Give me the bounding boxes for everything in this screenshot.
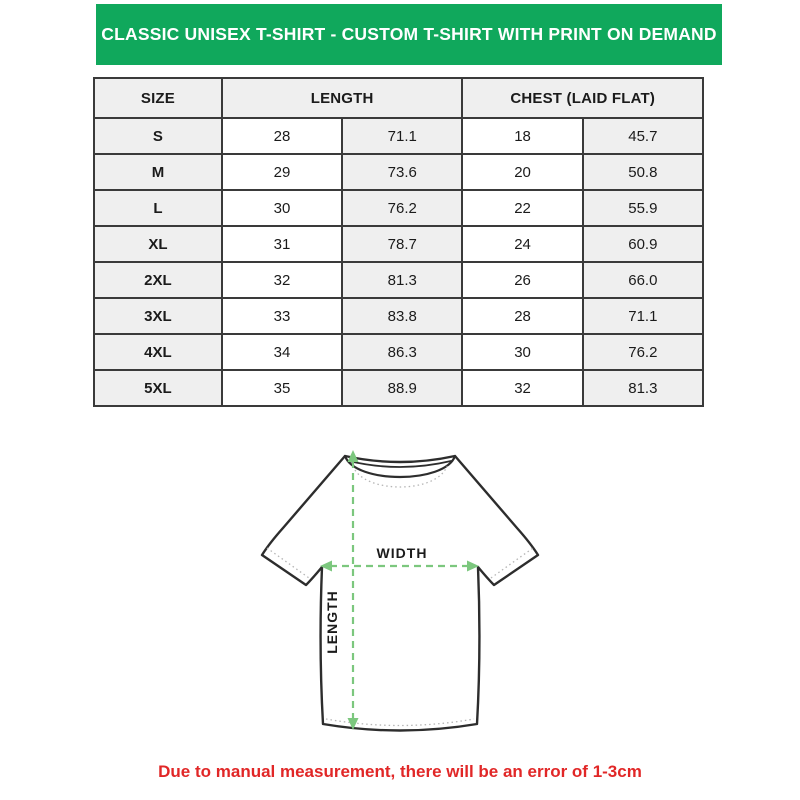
size-cell: XL [94, 226, 222, 262]
size-row [94, 226, 703, 262]
tshirt-outline-icon [262, 456, 538, 731]
length-inch-cell: 31 [222, 226, 342, 262]
length-cm-cell: 78.7 [342, 226, 462, 262]
chest-inch-cell: 22 [462, 190, 582, 226]
chest-cm-cell: 55.9 [583, 190, 703, 226]
chest-inch-cell: 20 [462, 154, 582, 190]
length-inch-cell: 29 [222, 154, 342, 190]
size-cell: 4XL [94, 334, 222, 370]
size-row [94, 190, 703, 226]
chest-inch-cell: 26 [462, 262, 582, 298]
length-cm-cell: 71.1 [342, 118, 462, 154]
chest-inch-cell: 28 [462, 298, 582, 334]
column-header-size: SIZE [94, 78, 222, 118]
length-cm-cell: 83.8 [342, 298, 462, 334]
chest-cm-cell: 81.3 [583, 370, 703, 406]
length-inch-cell: 30 [222, 190, 342, 226]
table-body [94, 118, 703, 406]
tshirt-measurement-diagram [250, 436, 550, 748]
size-cell: 3XL [94, 298, 222, 334]
width-label: WIDTH [376, 545, 428, 561]
length-cm-cell: 76.2 [342, 190, 462, 226]
length-inch-cell: 28 [222, 118, 342, 154]
size-row [94, 118, 703, 154]
size-cell: 5XL [94, 370, 222, 406]
length-cm-cell: 73.6 [342, 154, 462, 190]
chest-cm-cell: 60.9 [583, 226, 703, 262]
size-cell: S [94, 118, 222, 154]
chest-cm-cell: 76.2 [583, 334, 703, 370]
size-chart-table [93, 77, 704, 407]
column-header-length: LENGTH [222, 78, 463, 118]
chest-inch-cell: 30 [462, 334, 582, 370]
length-cm-cell: 81.3 [342, 262, 462, 298]
size-cell: L [94, 190, 222, 226]
size-row [94, 334, 703, 370]
length-inch-cell: 32 [222, 262, 342, 298]
size-cell: 2XL [94, 262, 222, 298]
chest-inch-cell: 32 [462, 370, 582, 406]
measurement-error-note: Due to manual measurement, there will be an error of 1-3cm [158, 762, 642, 781]
size-row [94, 370, 703, 406]
chest-cm-cell: 66.0 [583, 262, 703, 298]
page-title: CLASSIC UNISEX T-SHIRT - CUSTOM T-SHIRT WITH PRINT ON DEMAND [101, 24, 717, 44]
chest-cm-cell: 71.1 [583, 298, 703, 334]
size-row [94, 262, 703, 298]
length-inch-cell: 34 [222, 334, 342, 370]
size-cell: M [94, 154, 222, 190]
length-label: LENGTH [324, 590, 340, 654]
table-header [94, 78, 703, 118]
column-header-chest: CHEST (LAID FLAT) [462, 78, 703, 118]
chest-cm-cell: 50.8 [583, 154, 703, 190]
title-banner [96, 4, 722, 65]
length-inch-cell: 35 [222, 370, 342, 406]
length-cm-cell: 88.9 [342, 370, 462, 406]
length-cm-cell: 86.3 [342, 334, 462, 370]
length-inch-cell: 33 [222, 298, 342, 334]
chest-inch-cell: 24 [462, 226, 582, 262]
size-row [94, 154, 703, 190]
chest-cm-cell: 45.7 [583, 118, 703, 154]
chest-inch-cell: 18 [462, 118, 582, 154]
size-row [94, 298, 703, 334]
